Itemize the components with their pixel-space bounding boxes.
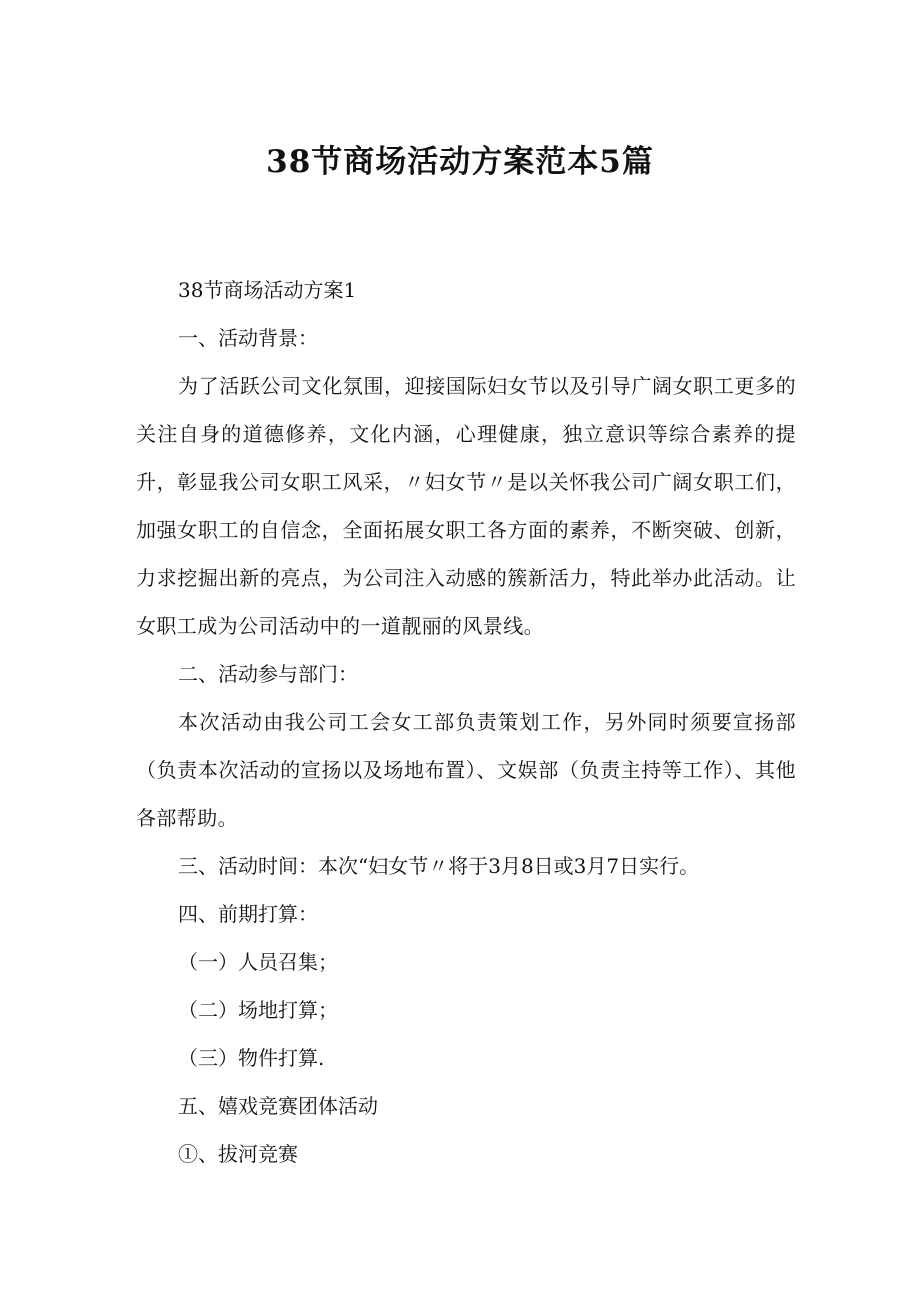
heading-time: 三、活动时间：本次“妇女节〃将于3月8日或3月7日实行。 bbox=[178, 854, 700, 878]
heading-games: 五、嬉戏竞赛团体活动 bbox=[178, 1094, 378, 1118]
heading-preparation: 四、前期打算： bbox=[178, 902, 318, 926]
list-item-tug-of-war: ①、拔河竞赛 bbox=[178, 1142, 298, 1166]
list-item-supplies: （三）物件打算. bbox=[178, 1046, 325, 1070]
list-item-personnel: （一）人员召集； bbox=[178, 950, 338, 974]
list-item-venue: （二）场地打算； bbox=[178, 998, 338, 1022]
document-body bbox=[136, 266, 796, 1178]
paragraph-background: 为了活跃公司文化氛围，迎接国际妇女节以及引导广阔女职工更多的关注自身的道德修养，文化内涵，心理健康，独立意识等综合素养的提升，彰显我公司女职工风采，〃妇女节〃是以关怀我公司广阔女职工们，加强女职工的自信念，全面拓展女职工各方面的素养，不断突破、创新，力求挖掘出新的亮点，为公司注入动感的簇新活力，特此举办此活动。让女职工成为公司活动中的一道靓丽的风景线。 bbox=[136, 374, 796, 638]
heading-departments: 二、活动参与部门： bbox=[178, 662, 358, 686]
section-title: 38节商场活动方案1 bbox=[178, 278, 357, 302]
paragraph-departments: 本次活动由我公司工会女工部负责策划工作，另外同时须要宣扬部（负责本次活动的宣扬以及场地布置）、文娱部（负责主持等工作）、其他各部帮助。 bbox=[136, 710, 796, 830]
heading-background: 一、活动背景： bbox=[178, 326, 318, 350]
document-title: 38节商场活动方案范本5篇 bbox=[266, 144, 654, 180]
